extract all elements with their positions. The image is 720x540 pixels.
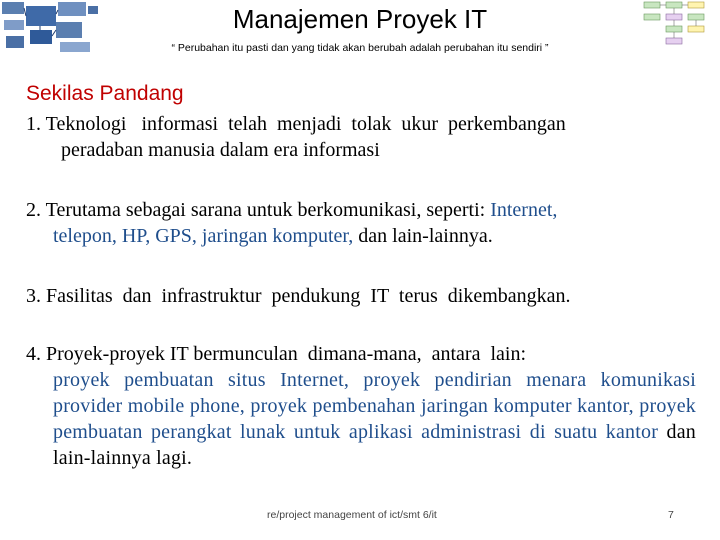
point-2: [26, 197, 696, 249]
point-4-number: 4.: [26, 343, 41, 365]
point-4-text-b: dan lain-lainnya lagi.: [53, 421, 696, 469]
point-4-highlight: proyek pembuatan situs Internet, proyek pendirian menara komunikasi provider mobile phone, proyek pembenahan jaringan komputer kantor, proyek pembuatan perangkat lunak untuk aplikasi administrasi di suatu kantor: [53, 369, 696, 443]
point-3: [26, 283, 696, 309]
slide-quote: “ Perubahan itu pasti dan yang tidak akan berubah adalah perubahan itu sendiri ”: [171, 42, 549, 54]
point-4: [26, 341, 696, 471]
point-3-text: Fasilitas dan infrastruktur pendukung IT terus dikembangkan.: [46, 285, 571, 307]
point-2-text-b: dan lain-lainnya.: [353, 225, 493, 247]
page-number: 7: [668, 509, 674, 521]
slide-title: Manajemen Proyek IT: [232, 4, 488, 34]
point-2-highlight-b: telepon, HP, GPS, jaringan komputer,: [53, 225, 354, 247]
footer-text: re/project management of ict/smt 6/it: [267, 509, 437, 521]
point-2-text-a: Terutama sebagai sarana untuk berkomunikasi, seperti:: [45, 199, 491, 221]
point-1-line-1: Teknologi informasi telah menjadi tolak ukur perkembangan: [45, 113, 566, 135]
point-2-number: 2.: [26, 199, 41, 221]
section-heading: Sekilas Pandang: [26, 82, 184, 105]
point-1-line-2: peradaban manusia dalam era informasi: [61, 139, 380, 161]
point-1: [26, 111, 696, 163]
point-4-text-a: Proyek-proyek IT bermunculan dimana-mana, antara lain:: [46, 343, 527, 365]
point-2-highlight-a: Internet,: [490, 199, 558, 221]
point-3-number: 3.: [26, 285, 41, 307]
point-1-number: 1.: [26, 113, 41, 135]
